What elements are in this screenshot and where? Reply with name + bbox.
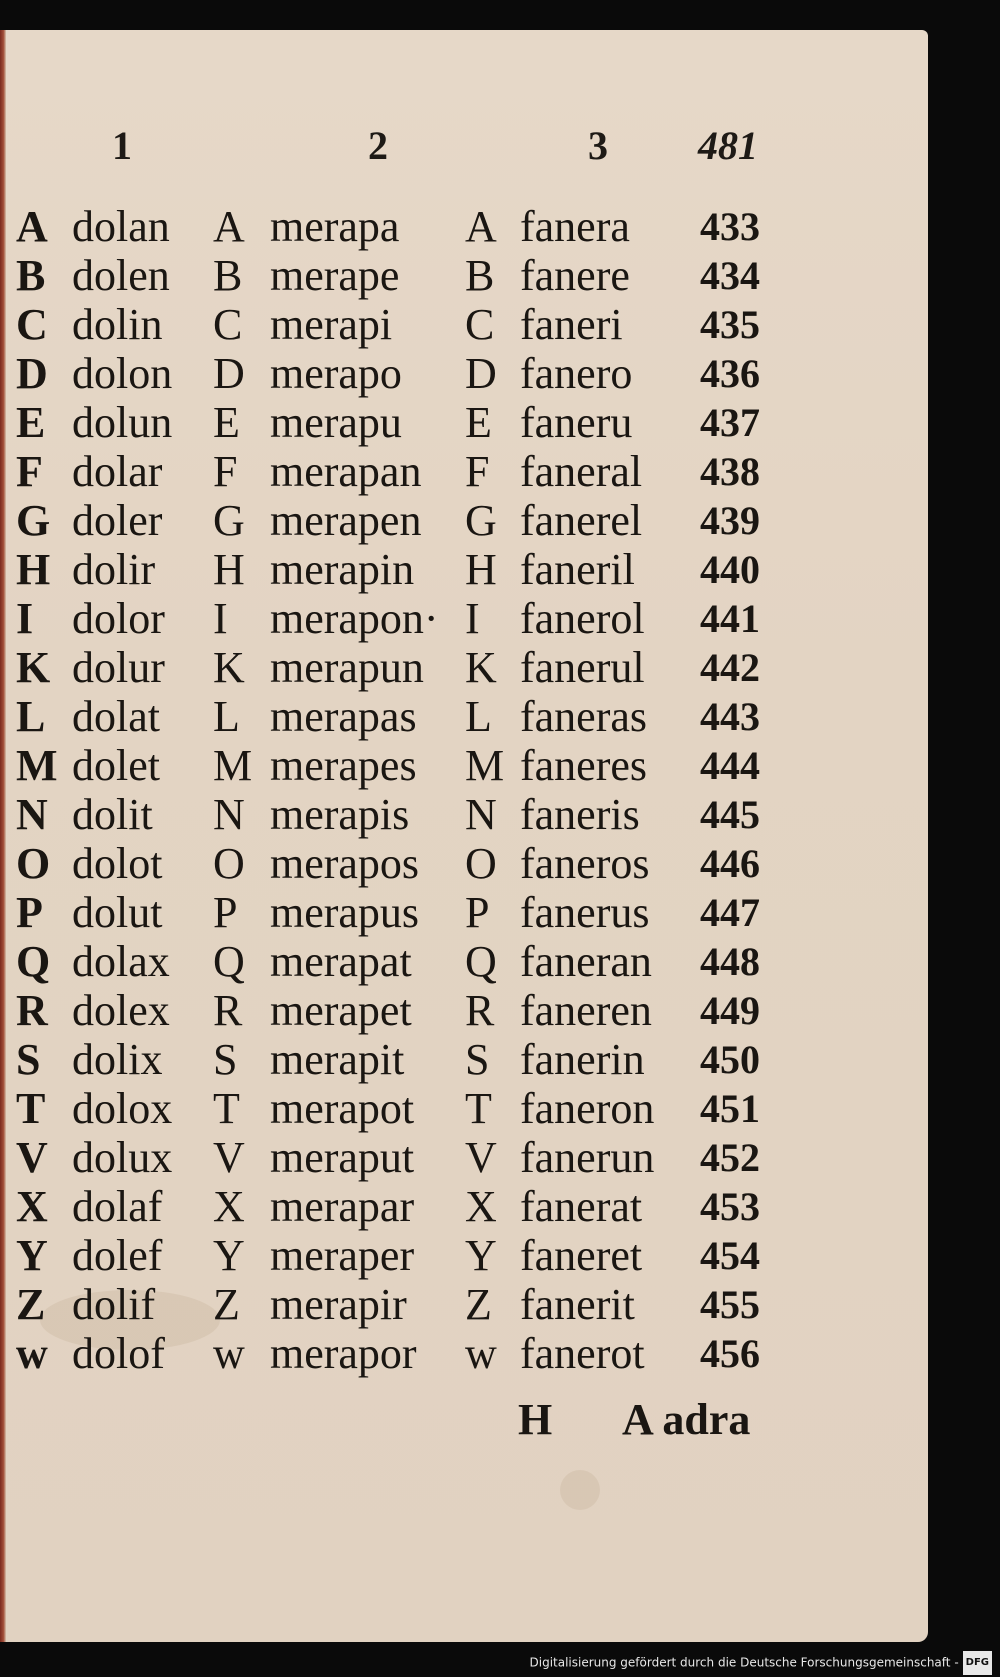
table-row	[0, 1329, 928, 1378]
word-col1: dolox	[72, 1084, 173, 1133]
word-col3: faneret	[520, 1231, 643, 1280]
word-col3: faneril	[520, 545, 635, 594]
word-col2: meraput	[270, 1133, 415, 1182]
word-col1: dolit	[72, 790, 153, 839]
column-header-3: 3	[588, 123, 608, 168]
table-row	[0, 1182, 928, 1231]
letter-col1: T	[16, 1084, 46, 1133]
table-row	[0, 1084, 928, 1133]
letter-col1: Z	[16, 1280, 46, 1329]
letter-col1: G	[16, 496, 51, 545]
letter-col3: w	[465, 1329, 497, 1378]
word-col1: dolen	[72, 251, 170, 300]
word-col3: faneru	[520, 398, 633, 447]
letter-col2: V	[213, 1133, 245, 1182]
letter-col1: w	[16, 1329, 48, 1378]
letter-col3: Q	[465, 937, 497, 986]
word-col1: dolef	[72, 1231, 163, 1280]
letter-col2: A	[213, 202, 245, 251]
letter-col2: E	[213, 398, 240, 447]
table-row	[0, 594, 928, 643]
catchword: A adra	[622, 1395, 751, 1444]
word-col3: faneran	[520, 937, 652, 986]
word-col2: merapu	[270, 398, 402, 447]
dfg-logo: DFG	[963, 1651, 992, 1675]
word-col1: dolet	[72, 741, 160, 790]
table-row	[0, 986, 928, 1035]
code-number: 453	[700, 1184, 760, 1229]
letter-col1: Q	[16, 937, 51, 986]
table-row	[0, 839, 928, 888]
letter-col1: X	[16, 1182, 48, 1231]
letter-col2: M	[213, 741, 253, 790]
word-col3: faneris	[520, 790, 640, 839]
word-col1: dolur	[72, 643, 165, 692]
word-col2: merapa	[270, 202, 400, 251]
word-col3: fanerat	[520, 1182, 643, 1231]
letter-col2: Z	[213, 1280, 240, 1329]
word-col1: dolif	[72, 1280, 156, 1329]
letter-col1: B	[16, 251, 46, 300]
letter-col2: X	[213, 1182, 245, 1231]
letter-col1: F	[16, 447, 43, 496]
letter-col2: S	[213, 1035, 238, 1084]
letter-col3: C	[465, 300, 495, 349]
word-col1: dolat	[72, 692, 160, 741]
letter-col2: B	[213, 251, 243, 300]
table-row	[0, 1231, 928, 1280]
word-col3: fanera	[520, 202, 630, 251]
word-col1: dolin	[72, 300, 163, 349]
footer-text: Digitalisierung gefördert durch die Deutsche Forschungsgemeinschaft -	[529, 1655, 959, 1670]
letter-col2: H	[213, 545, 245, 594]
word-col2: merapar	[270, 1182, 415, 1231]
table-row	[0, 888, 928, 937]
letter-col3: D	[465, 349, 497, 398]
word-col3: faneri	[520, 300, 623, 349]
letter-col1: A	[16, 202, 48, 251]
word-col2: merapor	[270, 1329, 417, 1378]
word-col1: dolor	[72, 594, 165, 643]
letter-col2: w	[213, 1329, 245, 1378]
word-col3: fanerus	[520, 888, 650, 937]
letter-col2: L	[213, 692, 240, 741]
word-col1: dolof	[72, 1329, 165, 1378]
word-col1: dolaf	[72, 1182, 163, 1231]
letter-col1: K	[16, 643, 51, 692]
word-col2: merapin	[270, 545, 415, 594]
letter-col3: T	[465, 1084, 492, 1133]
letter-col2: Q	[213, 937, 245, 986]
word-col1: dolot	[72, 839, 163, 888]
word-col3: fanerin	[520, 1035, 645, 1084]
letter-col2: F	[213, 447, 238, 496]
code-number: 437	[700, 400, 760, 445]
word-col1: dolan	[72, 202, 170, 251]
word-col2: merapis	[270, 790, 410, 839]
word-col3: fanero	[520, 349, 633, 398]
code-number: 438	[700, 449, 760, 494]
page-number: 481	[698, 123, 758, 168]
code-number: 436	[700, 351, 760, 396]
column-header-row	[0, 122, 928, 182]
table-row	[0, 643, 928, 692]
word-col2: merapus	[270, 888, 420, 937]
word-col2: merapas	[270, 692, 417, 741]
letter-col3: K	[465, 643, 497, 692]
letter-col3: A	[465, 202, 497, 251]
letter-col3: L	[465, 692, 492, 741]
code-number: 446	[700, 841, 760, 886]
paper-stain	[560, 1470, 600, 1510]
word-col3: fanerol	[520, 594, 645, 643]
table-row	[0, 1035, 928, 1084]
word-col3: faneren	[520, 986, 652, 1035]
table-row	[0, 300, 928, 349]
table-row	[0, 937, 928, 986]
letter-col2: D	[213, 349, 245, 398]
letter-col3: B	[465, 251, 495, 300]
word-col2: merapon·	[270, 594, 439, 643]
code-number: 448	[700, 939, 760, 984]
column-header-2: 2	[368, 123, 388, 168]
code-number: 441	[700, 596, 760, 641]
word-col3: faneros	[520, 839, 650, 888]
word-col1: dolux	[72, 1133, 173, 1182]
letter-col1: O	[16, 839, 51, 888]
word-col2: merapir	[270, 1280, 407, 1329]
table-row	[0, 692, 928, 741]
table-row	[0, 545, 928, 594]
table-row	[0, 202, 928, 251]
table-row	[0, 398, 928, 447]
word-col3: fanere	[520, 251, 630, 300]
word-col2: merapes	[270, 741, 417, 790]
letter-col1: M	[16, 741, 58, 790]
word-col2: merapot	[270, 1084, 415, 1133]
letter-col3: I	[465, 594, 480, 643]
code-number: 447	[700, 890, 760, 935]
letter-col1: Y	[16, 1231, 48, 1280]
signature-mark: H	[518, 1395, 553, 1444]
letter-col1: L	[16, 692, 46, 741]
table-row	[0, 1280, 928, 1329]
word-col2: merape	[270, 251, 400, 300]
code-number: 440	[700, 547, 760, 592]
letter-col3: X	[465, 1182, 497, 1231]
letter-col3: Z	[465, 1280, 492, 1329]
letter-col3: H	[465, 545, 497, 594]
code-number: 435	[700, 302, 760, 347]
book-page	[0, 30, 928, 1642]
code-number: 450	[700, 1037, 760, 1082]
letter-col1: R	[16, 986, 48, 1035]
letter-col2: R	[213, 986, 243, 1035]
word-col2: merapi	[270, 300, 393, 349]
word-col2: merapan	[270, 447, 422, 496]
letter-col2: T	[213, 1084, 240, 1133]
table-row	[0, 447, 928, 496]
word-col2: merapit	[270, 1035, 405, 1084]
word-col3: fanerul	[520, 643, 645, 692]
word-col3: faneral	[520, 447, 643, 496]
letter-col1: E	[16, 398, 46, 447]
column-header-1: 1	[112, 123, 132, 168]
letter-col2: P	[213, 888, 238, 937]
letter-col3: R	[465, 986, 495, 1035]
table-row	[0, 251, 928, 300]
letter-col2: K	[213, 643, 245, 692]
letter-col2: O	[213, 839, 245, 888]
word-col3: fanerot	[520, 1329, 645, 1378]
code-number: 455	[700, 1282, 760, 1327]
word-col3: fanerun	[520, 1133, 655, 1182]
word-col2: merapet	[270, 986, 412, 1035]
letter-col2: I	[213, 594, 228, 643]
letter-col2: C	[213, 300, 243, 349]
code-number: 449	[700, 988, 760, 1033]
word-col1: dolax	[72, 937, 170, 986]
code-number: 434	[700, 253, 760, 298]
code-number: 451	[700, 1086, 760, 1131]
letter-col3: O	[465, 839, 497, 888]
letter-col1: H	[16, 545, 51, 594]
letter-col3: P	[465, 888, 490, 937]
word-col1: dolex	[72, 986, 170, 1035]
word-col3: fanerel	[520, 496, 643, 545]
table-row	[0, 1133, 928, 1182]
word-col1: dolon	[72, 349, 173, 398]
word-col1: dolut	[72, 888, 163, 937]
letter-col3: F	[465, 447, 490, 496]
code-number: 439	[700, 498, 760, 543]
word-col3: fanerit	[520, 1280, 635, 1329]
letter-col1: V	[16, 1133, 48, 1182]
letter-col2: N	[213, 790, 245, 839]
code-number: 454	[700, 1233, 760, 1278]
word-col2: merapen	[270, 496, 422, 545]
letter-col1: S	[16, 1035, 41, 1084]
word-col1: dolir	[72, 545, 156, 594]
letter-col1: I	[16, 594, 34, 643]
letter-col3: N	[465, 790, 497, 839]
word-col1: dolar	[72, 447, 163, 496]
code-number: 444	[700, 743, 760, 788]
letter-col3: M	[465, 741, 505, 790]
table-row	[0, 349, 928, 398]
word-col1: dolix	[72, 1035, 163, 1084]
word-col1: dolun	[72, 398, 173, 447]
word-col3: faneres	[520, 741, 648, 790]
word-col2: merapat	[270, 937, 412, 986]
code-number: 443	[700, 694, 760, 739]
letter-col3: V	[465, 1133, 497, 1182]
letter-col3: Y	[465, 1231, 497, 1280]
letter-col1: N	[16, 790, 48, 839]
letter-col2: G	[213, 496, 245, 545]
word-col2: meraper	[270, 1231, 415, 1280]
table-row	[0, 496, 928, 545]
word-col3: faneron	[520, 1084, 655, 1133]
table-row	[0, 790, 928, 839]
digitization-footer	[0, 1651, 992, 1673]
letter-col1: P	[16, 888, 43, 937]
word-col2: merapun	[270, 643, 424, 692]
letter-col3: G	[465, 496, 497, 545]
word-col2: merapo	[270, 349, 402, 398]
code-number: 456	[700, 1331, 760, 1376]
code-number: 433	[700, 204, 760, 249]
word-col2: merapos	[270, 839, 420, 888]
letter-col2: Y	[213, 1231, 245, 1280]
table-row	[0, 741, 928, 790]
word-col1: doler	[72, 496, 163, 545]
letter-col1: C	[16, 300, 48, 349]
code-number: 442	[700, 645, 760, 690]
letter-col3: E	[465, 398, 492, 447]
code-number: 445	[700, 792, 760, 837]
letter-col3: S	[465, 1035, 490, 1084]
code-number: 452	[700, 1135, 760, 1180]
word-col3: faneras	[520, 692, 648, 741]
letter-col1: D	[16, 349, 48, 398]
